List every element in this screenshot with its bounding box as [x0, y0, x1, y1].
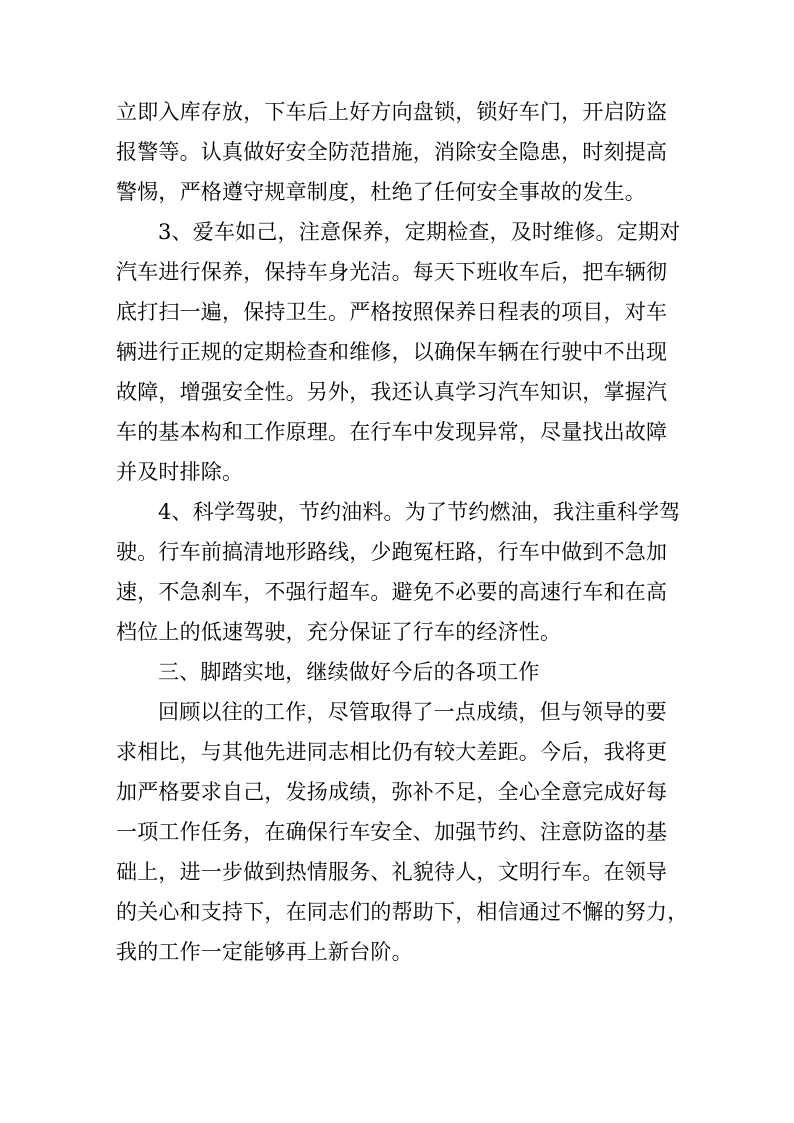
paragraph-start-line: 3、爱车如己，注意保养，定期检查，及时维修。定期对	[158, 220, 681, 244]
text-line: 档位上的低速驾驶，充分保证了行车的经济性。	[116, 620, 562, 644]
text-line: 速，不急刹车，不强行超车。避免不必要的高速行车和在高	[116, 580, 668, 604]
text-line: 立即入库存放，下车后上好方向盘锁，锁好车门，开启防盗	[116, 100, 668, 124]
text-line: 警惕，严格遵守规章制度，杜绝了任何安全事故的发生。	[116, 180, 646, 204]
text-line: 底打扫一遍，保持卫生。严格按照保养日程表的项目，对车	[116, 300, 668, 324]
text-line: 一项工作任务，在确保行车安全、加强节约、注意防盗的基	[116, 820, 668, 844]
section-heading: 三、脚踏实地，继续做好今后的各项工作	[158, 660, 540, 684]
text-line: 并及时排除。	[116, 460, 244, 484]
text-line: 报警等。认真做好安全防范措施，消除安全隐患，时刻提高	[116, 140, 668, 164]
paragraph-start-line: 回顾以往的工作，尽管取得了一点成绩，但与领导的要	[158, 700, 667, 724]
body-text	[116, 92, 689, 972]
text-line: 础上，进一步做到热情服务、礼貌待人，文明行车。在领导	[116, 860, 668, 884]
text-line: 的关心和支持下，在同志们的帮助下，相信通过不懈的努力，	[116, 900, 689, 924]
text-line: 我的工作一定能够再上新台阶。	[116, 940, 413, 964]
text-line: 加严格要求自己，发扬成绩，弥补不足，全心全意完成好每	[116, 780, 668, 804]
paragraph-start-line: 4、科学驾驶，节约油料。为了节约燃油，我注重科学驾	[158, 500, 681, 524]
text-line: 驶。行车前搞清地形路线，少跑冤枉路，行车中做到不急加	[116, 540, 668, 564]
text-line: 故障，增强安全性。另外，我还认真学习汽车知识，掌握汽	[116, 380, 668, 404]
text-line: 汽车进行保养，保持车身光洁。每天下班收车后，把车辆彻	[116, 260, 668, 284]
text-line: 求相比，与其他先进同志相比仍有较大差距。今后，我将更	[116, 740, 668, 764]
text-line: 车的基本构和工作原理。在行车中发现异常，尽量找出故障	[116, 420, 668, 444]
text-line: 辆进行正规的定期检查和维修，以确保车辆在行驶中不出现	[116, 340, 668, 364]
